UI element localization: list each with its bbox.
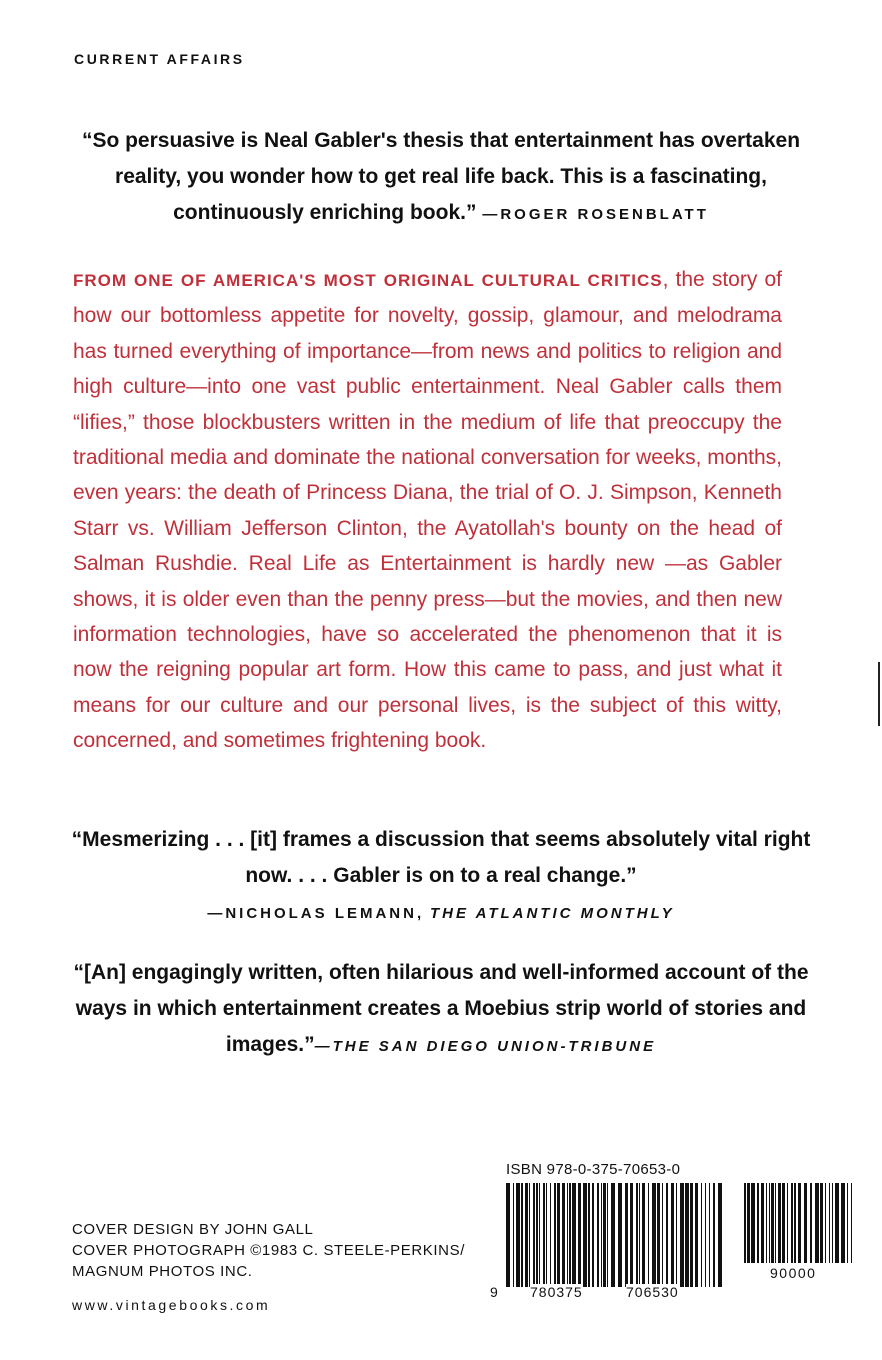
category-label: CURRENT AFFAIRS xyxy=(74,51,245,67)
cover-credits xyxy=(72,1219,465,1282)
quote-attribution: —NICHOLAS LEMANN, xyxy=(207,905,425,922)
edge-mark xyxy=(878,662,880,726)
quote-text: “So persuasive is Neal Gabler's thesis that entertainment has overtaken reality, you wonder how to get real life back. This is a fascinating, continuously enriching book.” xyxy=(81,129,801,224)
barcode-digit-first: 9 xyxy=(490,1284,499,1300)
credit-agency: MAGNUM PHOTOS INC. xyxy=(72,1263,253,1280)
isbn-label: ISBN 978-0-375-70653-0 xyxy=(506,1161,681,1178)
barcode-digits-left: 780375 xyxy=(530,1284,583,1300)
quote-san-diego xyxy=(70,955,812,1065)
quote-text: “[An] engagingly written, often hilarious and well-informed account of the ways in which entertainment creates a Moebius strip world of stories and images.” xyxy=(73,961,809,1056)
quote-publication: THE ATLANTIC MONTHLY xyxy=(429,905,675,922)
barcode-addon-digits: 90000 xyxy=(770,1265,817,1281)
quote-attribution: —ROGER ROSENBLATT xyxy=(482,206,709,223)
barcode-icon xyxy=(506,1183,724,1295)
quote-lemann xyxy=(70,822,812,932)
credit-design: COVER DESIGN BY JOHN GALL xyxy=(72,1221,314,1238)
publisher-website: www.vintagebooks.com xyxy=(72,1297,271,1313)
description-lead: FROM ONE OF AMERICA'S MOST ORIGINAL CULTURAL CRITICS xyxy=(73,271,663,290)
description-body: , the story of how our bottomless appetite for novelty, gossip, glamour, and melodrama has turned everything of importance—from news and politics to religion and high culture—into one vast public entertainment. Neal Gabler calls them “lifies,” those blockbusters written in the medium of life that preoccupy the traditional media and dominate the national conversation for weeks, months, even years: the death of Princess Diana, the trial of O. J. Simpson, Kenneth Starr vs. William Jefferson Clinton, the Ayatollah's bounty on the head of Salman Rushdie. Real Life as Entertainment is hardly new —as Gabler shows, it is older even than the penny press—but the movies, and then new information technologies, have so accelerated the phenomenon that it is now the reigning popular art form. How this came to pass, and just what it means for our culture and our personal lives, is the subject of this witty, concerned, and sometimes frightening book. xyxy=(73,268,782,753)
credit-photo: COVER PHOTOGRAPH ©1983 C. STEELE-PERKINS/ xyxy=(72,1242,465,1259)
barcode-digits-right: 706530 xyxy=(626,1284,679,1300)
quote-rosenblatt xyxy=(70,123,812,233)
quote-attribution: —THE SAN DIEGO UNION-TRIBUNE xyxy=(314,1038,657,1055)
book-description xyxy=(73,262,782,759)
quote-text: “Mesmerizing . . . [it] frames a discussion that seems absolutely vital right now. . . . Gabler is on to a real change.” xyxy=(71,828,811,887)
